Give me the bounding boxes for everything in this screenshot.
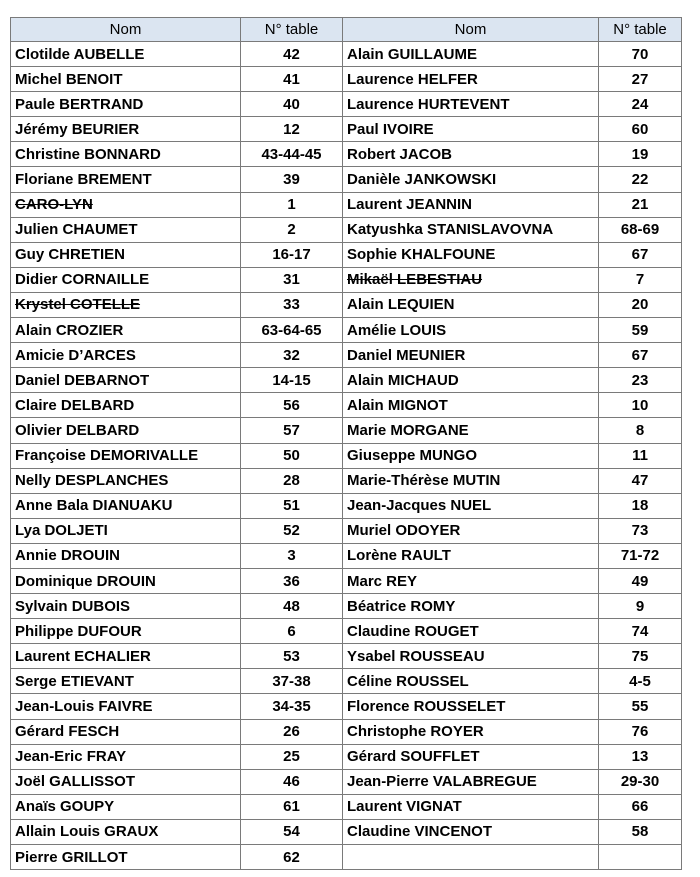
table-number-cell: 48 — [241, 594, 343, 619]
table-row — [11, 594, 682, 619]
table-number-cell: 67 — [599, 343, 682, 368]
guest-name-cell: Clotilde AUBELLE — [11, 42, 241, 67]
table-row — [11, 217, 682, 242]
guest-name-cell: Laurence HURTEVENT — [343, 92, 599, 117]
table-number-cell: 53 — [241, 644, 343, 669]
guest-name-cell: Annie DROUIN — [11, 543, 241, 568]
table-row — [11, 493, 682, 518]
table-number-cell: 70 — [599, 42, 682, 67]
header-row — [11, 18, 682, 42]
guest-name-cell: Sophie KHALFOUNE — [343, 242, 599, 267]
table-number-cell: 40 — [241, 92, 343, 117]
table-row — [11, 794, 682, 819]
guest-name-cell: Floriane BREMENT — [11, 167, 241, 192]
table-number-cell: 32 — [241, 343, 343, 368]
table-row — [11, 418, 682, 443]
table-number-cell: 46 — [241, 769, 343, 794]
table-row — [11, 819, 682, 844]
header-name-right: Nom — [343, 18, 599, 42]
guest-name-cell: Olivier DELBARD — [11, 418, 241, 443]
table-row — [11, 518, 682, 543]
guest-name-cell: Katyushka STANISLAVOVNA — [343, 217, 599, 242]
table-number-cell: 18 — [599, 493, 682, 518]
table-row — [11, 167, 682, 192]
guest-name-cell: Claire DELBARD — [11, 393, 241, 418]
guest-name-cell: Christophe ROYER — [343, 719, 599, 744]
table-number-cell: 42 — [241, 42, 343, 67]
table-row — [11, 42, 682, 67]
guest-name-cell: Muriel ODOYER — [343, 518, 599, 543]
table-number-cell: 21 — [599, 192, 682, 217]
table-number-cell: 47 — [599, 468, 682, 493]
guest-name-cell: Marc REY — [343, 568, 599, 593]
guest-name-cell: Anaïs GOUPY — [11, 794, 241, 819]
table-number-cell: 34-35 — [241, 694, 343, 719]
guest-name-cell: Laurent ECHALIER — [11, 644, 241, 669]
guest-name-cell: Gérard FESCH — [11, 719, 241, 744]
guest-name-cell: Nelly DESPLANCHES — [11, 468, 241, 493]
guest-name-cell: Pierre GRILLOT — [11, 845, 241, 870]
guest-name-cell: Alain LEQUIEN — [343, 292, 599, 317]
guest-name-cell: Alain CROZIER — [11, 318, 241, 343]
table-row — [11, 619, 682, 644]
table-number-cell: 68-69 — [599, 217, 682, 242]
table-row — [11, 192, 682, 217]
guest-name-cell: Daniel DEBARNOT — [11, 368, 241, 393]
guest-name-cell: Jérémy BEURIER — [11, 117, 241, 142]
guest-name-cell: Alain MICHAUD — [343, 368, 599, 393]
guest-name-cell: Marie MORGANE — [343, 418, 599, 443]
table-row — [11, 719, 682, 744]
guest-name-cell: Béatrice ROMY — [343, 594, 599, 619]
table-number-cell: 49 — [599, 568, 682, 593]
table-row — [11, 568, 682, 593]
table-row — [11, 142, 682, 167]
guest-name-cell: Amicie D’ARCES — [11, 343, 241, 368]
table-number-cell: 50 — [241, 443, 343, 468]
table-number-cell: 29-30 — [599, 769, 682, 794]
guest-name-cell: Lorène RAULT — [343, 543, 599, 568]
guest-name-cell: Françoise DEMORIVALLE — [11, 443, 241, 468]
table-row — [11, 468, 682, 493]
table-number-cell: 57 — [241, 418, 343, 443]
table-number-cell: 71-72 — [599, 543, 682, 568]
guest-name-cell: Ysabel ROUSSEAU — [343, 644, 599, 669]
guest-name-cell: Dominique DROUIN — [11, 568, 241, 593]
guest-name-cell: Jean-Pierre VALABREGUE — [343, 769, 599, 794]
guest-name-cell: Julien CHAUMET — [11, 217, 241, 242]
table-number-cell: 43-44-45 — [241, 142, 343, 167]
guest-name-cell: Laurence HELFER — [343, 67, 599, 92]
table-row — [11, 318, 682, 343]
table-number-cell: 25 — [241, 744, 343, 769]
table-number-cell: 73 — [599, 518, 682, 543]
table-number-cell: 76 — [599, 719, 682, 744]
table-row — [11, 393, 682, 418]
table-number-cell: 6 — [241, 619, 343, 644]
table-row — [11, 543, 682, 568]
table-number-cell: 55 — [599, 694, 682, 719]
table-number-cell: 16-17 — [241, 242, 343, 267]
guest-name-cell: Anne Bala DIANUAKU — [11, 493, 241, 518]
guest-name-cell: Serge ETIEVANT — [11, 669, 241, 694]
table-number-cell: 37-38 — [241, 669, 343, 694]
table-number-cell: 33 — [241, 292, 343, 317]
table-row — [11, 845, 682, 870]
guest-name-cell: Claudine ROUGET — [343, 619, 599, 644]
table-number-cell: 2 — [241, 217, 343, 242]
table-number-cell: 67 — [599, 242, 682, 267]
guest-name-cell: Paul IVOIRE — [343, 117, 599, 142]
guest-name-cell — [343, 845, 599, 870]
table-number-cell: 58 — [599, 819, 682, 844]
table-number-cell: 1 — [241, 192, 343, 217]
table-number-cell: 24 — [599, 92, 682, 117]
table-number-cell: 74 — [599, 619, 682, 644]
table-row — [11, 92, 682, 117]
table-number-cell: 23 — [599, 368, 682, 393]
guest-name-cell: Claudine VINCENOT — [343, 819, 599, 844]
guest-name-cell: Danièle JANKOWSKI — [343, 167, 599, 192]
table-header — [11, 18, 682, 42]
table-number-cell: 28 — [241, 468, 343, 493]
table-number-cell — [599, 845, 682, 870]
table-row — [11, 292, 682, 317]
table-number-cell: 4-5 — [599, 669, 682, 694]
table-row — [11, 242, 682, 267]
table-number-cell: 14-15 — [241, 368, 343, 393]
table-row — [11, 67, 682, 92]
guest-name-cell: Alain GUILLAUME — [343, 42, 599, 67]
table-row — [11, 669, 682, 694]
header-name-left: Nom — [11, 18, 241, 42]
guest-name-cell: Daniel MEUNIER — [343, 343, 599, 368]
guest-name-cell: Robert JACOB — [343, 142, 599, 167]
guest-name-cell: Christine BONNARD — [11, 142, 241, 167]
guest-name-cell: Marie-Thérèse MUTIN — [343, 468, 599, 493]
table-number-cell: 8 — [599, 418, 682, 443]
guest-name-cell: Michel BENOIT — [11, 67, 241, 92]
table-number-cell: 59 — [599, 318, 682, 343]
table-row — [11, 267, 682, 292]
table-number-cell: 9 — [599, 594, 682, 619]
guest-name-cell: Laurent VIGNAT — [343, 794, 599, 819]
table-row — [11, 769, 682, 794]
guest-name-cell: Philippe DUFOUR — [11, 619, 241, 644]
table-number-cell: 31 — [241, 267, 343, 292]
table-row — [11, 368, 682, 393]
table-number-cell: 20 — [599, 292, 682, 317]
table-number-cell: 60 — [599, 117, 682, 142]
table-row — [11, 443, 682, 468]
table-row — [11, 744, 682, 769]
table-number-cell: 54 — [241, 819, 343, 844]
seating-table — [10, 17, 682, 870]
table-number-cell: 56 — [241, 393, 343, 418]
guest-name-cell: Lya DOLJETI — [11, 518, 241, 543]
table-number-cell: 63-64-65 — [241, 318, 343, 343]
table-number-cell: 61 — [241, 794, 343, 819]
table-number-cell: 19 — [599, 142, 682, 167]
table-number-cell: 11 — [599, 443, 682, 468]
table-number-cell: 51 — [241, 493, 343, 518]
guest-name-cell: Jean-Louis FAIVRE — [11, 694, 241, 719]
table-number-cell: 66 — [599, 794, 682, 819]
table-number-cell: 62 — [241, 845, 343, 870]
table-row — [11, 644, 682, 669]
guest-name-cell: Florence ROUSSELET — [343, 694, 599, 719]
table-number-cell: 27 — [599, 67, 682, 92]
guest-name-cell: Gérard SOUFFLET — [343, 744, 599, 769]
guest-name-cell: Allain Louis GRAUX — [11, 819, 241, 844]
table-row — [11, 694, 682, 719]
guest-name-cell: Mikaël LEBESTIAU — [343, 267, 599, 292]
table-number-cell: 12 — [241, 117, 343, 142]
guest-name-cell: Jean-Eric FRAY — [11, 744, 241, 769]
guest-name-cell: Paule BERTRAND — [11, 92, 241, 117]
table-number-cell: 52 — [241, 518, 343, 543]
table-number-cell: 10 — [599, 393, 682, 418]
guest-name-cell: Sylvain DUBOIS — [11, 594, 241, 619]
table-number-cell: 22 — [599, 167, 682, 192]
guest-name-cell: Guy CHRETIEN — [11, 242, 241, 267]
guest-name-cell: Giuseppe MUNGO — [343, 443, 599, 468]
guest-name-cell: Joël GALLISSOT — [11, 769, 241, 794]
table-number-cell: 41 — [241, 67, 343, 92]
table-number-cell: 39 — [241, 167, 343, 192]
guest-name-cell: Jean-Jacques NUEL — [343, 493, 599, 518]
table-body — [11, 42, 682, 870]
guest-name-cell: Céline ROUSSEL — [343, 669, 599, 694]
table-number-cell: 26 — [241, 719, 343, 744]
table-number-cell: 75 — [599, 644, 682, 669]
table-row — [11, 343, 682, 368]
guest-name-cell: Krystel COTELLE — [11, 292, 241, 317]
table-number-cell: 7 — [599, 267, 682, 292]
guest-name-cell: Amélie LOUIS — [343, 318, 599, 343]
table-number-cell: 36 — [241, 568, 343, 593]
guest-name-cell: Laurent JEANNIN — [343, 192, 599, 217]
header-table-left: N° table — [241, 18, 343, 42]
table-number-cell: 13 — [599, 744, 682, 769]
header-table-right: N° table — [599, 18, 682, 42]
table-row — [11, 117, 682, 142]
guest-name-cell: Didier CORNAILLE — [11, 267, 241, 292]
guest-name-cell: Alain MIGNOT — [343, 393, 599, 418]
guest-name-cell: CARO-LYN — [11, 192, 241, 217]
table-number-cell: 3 — [241, 543, 343, 568]
